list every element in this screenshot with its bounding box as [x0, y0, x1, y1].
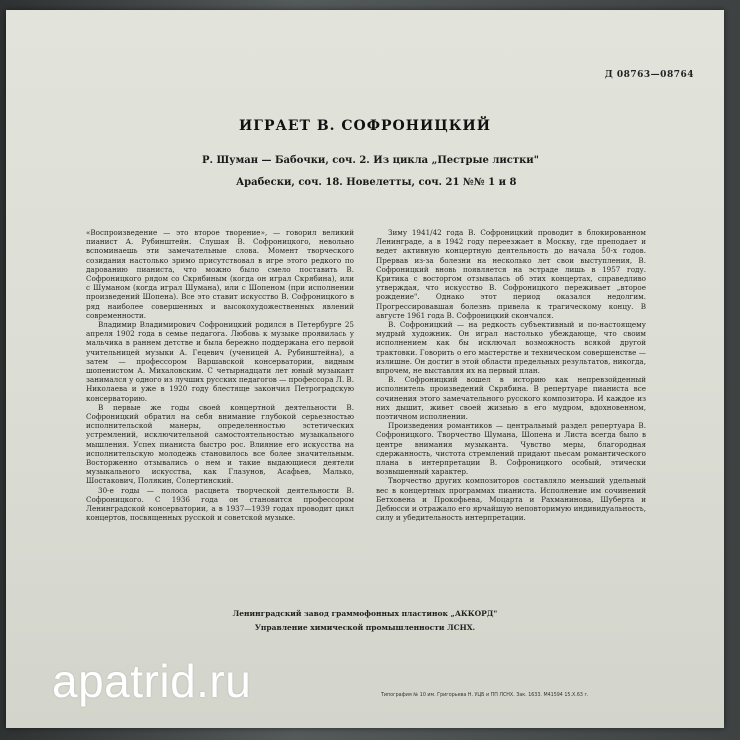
watermark: apatrid.ru — [52, 655, 252, 707]
liner-notes-left-column — [86, 228, 354, 523]
program-line-2: Арабески, соч. 18. Новелетты, соч. 21 №№ 1 и 8 — [236, 177, 517, 188]
album-title: ИГРАЕТ В. СОФРОНИЦКИЙ — [239, 118, 491, 134]
liner-paragraph: В. Софроницкий вошел в историю как непревзойденный исполнитель произведений Скрябина. В репертуаре пианиста все сочинения этого замечательного русского композитора. И каждое из них дышит, живет своей жизнью в его мудром, вдохновенном, поэтичном исполнении. — [376, 375, 646, 422]
record-sleeve-back — [6, 10, 724, 728]
liner-paragraph: Владимир Владимирович Софроницкий родился в Петербурге 25 апреля 1902 года в семье педагога. Любовь к музыке проявилась у мальчика в раннем детстве и была бережно поддержана его первой учительницей музыки А. Гецевич (ученицей А. Рубинштейна), а затем — профессором Варшавской консерватории, видным шопенистом А. Михаловским. С четырнадцати лет юный музыкант занимался у одного из лучших русских педагогов — профессора Л. В. Николаева и уже в 1920 году блестяще закончил Петроградскую консерваторию. — [86, 320, 354, 403]
liner-paragraph: «Воспроизведение — это второе творение», — говорил великий пианист А. Рубинштейн. Слушая В. Софроницкого, невольно вспоминаешь эти замечательные слова. Момент творческого созидания настолько зримо присутствовал в игре этого редкого по дарованию пианиста, что можно было смело поставить В. Софроницкого рядом со Скрябиным (когда он играл Скрябина), или с Шуманом (когда играл Шумана), или с Шопеном (при исполнении произведений Шопена). Все это ставит искусство В. Софроницкого в ряд наиболее совершенных и высокохудожественных явлений современности. — [86, 228, 354, 320]
catalog-number: Д 08763—08764 — [604, 70, 694, 80]
liner-paragraph: В. Софроницкий — на редкость субъективный и по-настоящему мудрый художник. Он играл настолько убеждающе, что своим исполнением как бы исключал возможность всякой другой трактовки. Говорить о его мастерстве и техническом совершенстве — излишне. Он достиг в этой области предельных результатов, никогда, впрочем, не выставляя их на первый план. — [376, 320, 646, 376]
manufacturer-line: Ленинградский завод граммофонных пластинок „АККОРД" — [232, 609, 498, 618]
liner-paragraph: Зиму 1941/42 года В. Софроницкий проводит в блокированном Ленинграде, а в 1942 году переезжает в Москву, где преподает и ведет активную концертную деятельность до начала 50-х годов. Прервав из-за болезни на несколько лет свои выступления, В. Софроницкий вновь появляется на эстраде лишь в 1957 году. Критика с восторгом отзывалась об этих концертах, справедливо утверждая, что искусство В. Софроницкого переживает „второе рождение". Однако этот период оказался недолгим. Прогрессировавшая болезнь привела к трагическому концу. В августе 1961 года В. Софроницкий скончался. — [376, 228, 646, 320]
liner-paragraph: 30-е годы — полоса расцвета творческой деятельности В. Софроницкого. С 1936 года он становится профессором Ленинградской консерватории, а в 1937—1939 годах проводит цикл концертов, посвященных русской и советской музыке. — [86, 485, 354, 523]
liner-paragraph: Творчество других композиторов составляло меньший удельный вес в концертных программах пианиста. Исполнение им сочинений Бетховена и Прокофьева, Моцарта и Рахманинова, Шуберта и Дебюсси и отражало его ярчайшую неповторимую индивидуальность, силу и убедительность интерпретации. — [376, 476, 646, 523]
liner-paragraph: Произведения романтиков — центральный раздел репертуара В. Софроницкого. Творчество Шумана, Шопена и Листа всегда было в центре внимания музыканта. Чувство меры, благородная сдержанность, чистота стремлений придают пьесам романтического плана в интерпретации В. Софроницкого особый, этически возвышенный характер. — [376, 421, 646, 477]
liner-notes-right-column — [376, 228, 646, 523]
ministry-line: Управление химической промышленности ЛСНХ. — [254, 623, 476, 632]
liner-paragraph: В первые же годы своей концертной деятельности В. Софроницкий обратил на себя внимание глубокой серьезностью исполнительской манеры, определенностью эстетических устремлений, исключительной самостоятельностью музыкального мышления. Успех пианиста быстро рос. Влияние его искусства на исполнительскую молодежь становилось все более значительным. Восторженно отзывались о нем и такие выдающиеся деятели музыкального искусства, как Глазунов, Асафьев, Малько, Шостакович, Полякин, Солертинский. — [86, 402, 354, 486]
printer-imprint: Типография № 10 им. Григорьева Н. УЦБ и ПП ЛСНХ. Зак. 1633. М41594 15.X.63 г. — [381, 693, 589, 698]
program-line-1: Р. Шуман — Бабочки, соч. 2. Из цикла „Пестрые листки" — [202, 155, 539, 166]
